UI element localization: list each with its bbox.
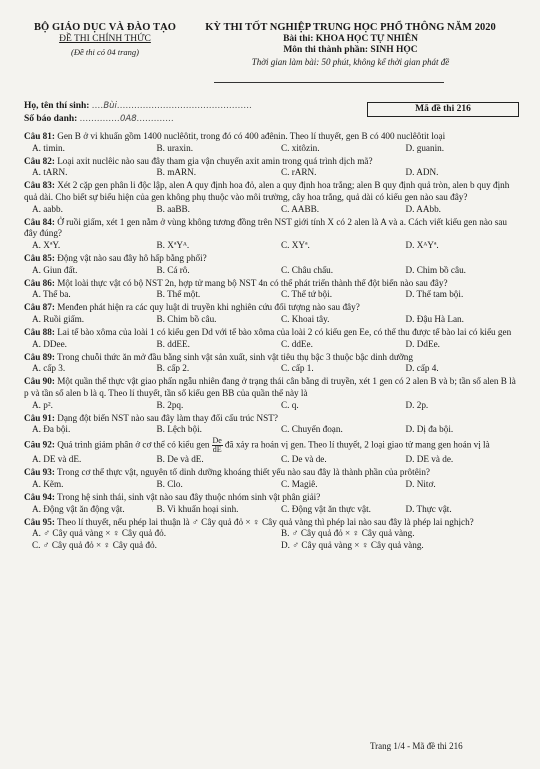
question-stem [24,376,522,399]
answer-option: A. Ruồi giấm. [32,313,85,324]
answer-option: D. 2p. [405,399,429,410]
answer-option: D. Đậu Hà Lan. [405,313,464,324]
question-number: Câu 95: [24,516,55,527]
question-stem [24,278,522,290]
question-stem [24,327,522,339]
question-number: Câu 85: [24,252,55,263]
candidate-id-line: Số báo danh: ..............0A8............. [24,114,174,124]
question-stem [24,437,522,454]
answer-options [24,363,522,375]
question-item [24,352,522,375]
question-text: Trong chuỗi thức ăn mở đầu bằng sinh vật sản xuất, sinh vật tiêu thụ bậc 3 thuộc bậc dinh dưỡng [57,351,413,362]
question-item [24,413,522,436]
fraction-denominator: dE [212,445,222,455]
answer-option: D. Nitơ. [405,479,436,490]
header-right [178,22,523,67]
question-number: Câu 93: [24,467,55,478]
answer-option: B. XªYᴬ. [156,239,190,250]
header-left [30,22,180,57]
answer-option: D. AAbb. [405,203,441,214]
answer-options [24,400,522,412]
answer-options [24,265,522,277]
question-item [24,131,522,154]
question-stem [24,180,522,203]
question-item [24,327,522,350]
question-number: Câu 91: [24,412,55,423]
answer-option: B. mARN. [156,167,197,178]
question-number: Câu 86: [24,277,55,288]
question-stem [24,517,522,529]
ministry-name: BỘ GIÁO DỤC VÀ ĐÀO TẠO [33,22,177,33]
question-text: Quá trình giảm phân ở cơ thể có kiểu gen [57,439,210,450]
fraction-numerator: De [212,436,222,446]
answer-option: C. q. [281,399,299,410]
question-text: Gen B ở vi khuẩn gồm 1400 nuclêôtit, trong đó có 400 ađênin. Theo lí thuyết, gen B có 400 nuclêôtit loại [57,131,446,141]
question-text: Menđen phát hiện ra các quy luật di truyền khi nghiên cứu đối tượng nào sau đây? [57,302,360,313]
answer-option: B. Lệch bội. [156,424,202,435]
question-item [24,217,522,252]
answer-option: D. ADN. [405,167,439,178]
answer-option: D. ♂ Cây quả vàng × ♀ Cây quả vàng. [281,540,424,550]
header-divider [214,82,444,83]
answer-options [24,479,522,491]
answer-option: C. Chuyển đoạn. [281,424,343,435]
question-item [24,180,522,215]
question-text: Xét 2 cặp gen phân li độc lập, alen A quy định hoa đỏ, alen a quy định hoa trắng; alen B quy định quả tròn, alen b quy định quả dài. Cho biết sự biểu hiện của gen không phụ thuộc vào môi trường, cây hoa trắng, quả dài có kiểu gen nào sau đây? [24,180,510,202]
answer-option: A. tARN. [32,167,68,178]
question-item [24,156,522,179]
question-number: Câu 90: [24,376,55,387]
answer-option: B. Thể một. [156,289,201,300]
answer-option: B. ♂ Cây quả đỏ × ♀ Cây quả vàng. [281,528,415,539]
question-stem [24,492,522,504]
question-number: Câu 83: [24,180,55,191]
question-stem [24,253,522,265]
question-number: Câu 89: [24,351,55,362]
answer-options [24,289,522,301]
question-item [24,437,522,466]
question-number: Câu 82: [24,155,55,166]
question-text: Theo lí thuyết, nếu phép lai thuận là ♂ Cây quả đỏ × ♀ Cây quả vàng thì phép lai nào sau đây là phép lai nghịch? [57,516,474,527]
candidate-name-line: Họ, tên thí sinh: ....Bùi............................................... [24,101,253,111]
question-number: Câu 87: [24,302,55,313]
answer-options [24,143,522,155]
answer-option: A. DDee. [32,338,67,349]
answer-option: D. Dị đa bội. [405,424,454,435]
question-text: đã xảy ra hoán vị gen. Theo lí thuyết, 2 loại giao tử mang gen hoán vị là [224,439,490,450]
answer-option: A. Giun đất. [32,264,78,275]
name-label: Họ, tên thí sinh: [24,101,90,111]
question-number: Câu 92: [24,439,55,450]
answer-option: C. Magiê. [281,479,318,490]
question-stem [24,352,522,364]
question-text: Loại axit nuclêic nào sau đây tham gia vận chuyển axit amin trong quá trình dịch mã? [57,155,373,166]
question-stem [24,156,522,168]
answer-option: C. Thể tứ bội. [281,289,333,300]
question-stem [24,131,522,143]
question-list [24,131,522,553]
answer-option: C. Châu chấu. [281,264,334,275]
answer-option: C. ♂ Cây quả đỏ × ♀ Cây quả đỏ. [32,540,157,550]
answer-options [24,504,522,516]
answer-option: C. ddEe. [281,338,313,349]
genotype-fraction [212,437,223,454]
question-text: Trong cơ thể thực vật, nguyên tố dinh dưỡng khoáng thiết yếu nào sau đây là thành phần của prôtêin? [57,467,431,478]
answer-option: C. cấp 1. [281,363,314,374]
answer-options [24,204,522,216]
answer-option: A. Động vật ăn động vật. [32,503,125,514]
answer-option: C. De và de. [281,454,327,465]
answer-option: A. DE và dE. [32,454,82,465]
page-footer: Trang 1/4 - Mã đề thi 216 [370,741,463,751]
subject-name: Môn thi thành phần: SINH HỌC [283,45,418,55]
question-item [24,253,522,276]
answer-option: A. ♂ Cây quả vàng × ♀ Cây quả đỏ. [32,528,167,539]
answer-option: D. XᴬYª. [405,239,439,250]
answer-options [24,528,522,551]
answer-option: C. Động vật ăn thực vật. [281,503,371,514]
question-item [24,278,522,301]
question-number: Câu 94: [24,492,55,503]
pages-note: (Đề thi có 04 trang) [71,47,139,57]
question-stem [24,467,522,479]
question-number: Câu 81: [24,131,55,141]
answer-option: D. guanin. [405,142,445,153]
question-stem [24,302,522,314]
question-text: Một quần thể thực vật giao phấn ngẫu nhiên đang ở trạng thái cân bằng di truyền, xét 1 gen có 2 alen B và b; tần số alen B là p và tần số alen b là q. Theo lí thuyết, tần số kiểu gen BB của quần thể này là [24,376,516,398]
exam-code-box: Mã đề thi 216 [367,102,519,117]
answer-option: A. Thể ba. [32,289,71,300]
question-stem [24,413,522,425]
answer-option: B. uraxin. [156,142,193,153]
question-number: Câu 84: [24,216,55,227]
answer-option: A. p². [32,399,53,410]
question-number: Câu 88: [24,327,55,337]
answer-option: A. Kẽm. [32,479,64,490]
question-text: Một loài thực vật có bộ NST 2n, hợp tử mang bộ NST 4n có thể phát triển thành thể đột biến nào sau đây? [57,277,448,288]
question-text: Ở ruồi giấm, xét 1 gen nằm ở vùng không tương đồng trên NST giới tính X có 2 alen là A và a. Cách viết kiểu gen nào sau đây đúng? [24,216,508,239]
answer-option: A. aabb. [32,203,63,214]
answer-option: D. DE và de. [405,454,454,465]
question-text: Động vật nào sau đây hô hấp bằng phổi? [57,252,207,263]
answer-option: C. Khoai tây. [281,313,330,324]
answer-option: A. Đa bội. [32,424,71,435]
answer-option: B. Vi khuẩn hoại sinh. [156,503,239,514]
answer-option: D. cấp 4. [405,363,439,374]
question-item [24,302,522,325]
question-text: Dạng đột biến NST nào sau đây làm thay đổi cấu trúc NST? [57,412,278,423]
answer-option: C. xitôzin. [281,142,320,153]
answer-options [24,454,522,466]
name-value: Bùi [103,101,117,111]
answer-option: B. De và dE. [156,454,204,465]
answer-option: C. XYª. [281,239,310,250]
id-label: Số báo danh: [24,114,78,124]
answer-option: C. rARN. [281,167,317,178]
id-value: 0A8 [119,114,137,124]
answer-option: D. Chim bồ câu. [405,264,466,275]
answer-options [24,339,522,351]
answer-option: D. DdEe. [405,338,440,349]
answer-option: B. ddEE. [156,338,190,349]
answer-option: B. cấp 2. [156,363,190,374]
answer-options [24,240,522,252]
question-text: Lai tế bào xôma của loài 1 có kiểu gen Dd với tế bào xôma của loài 2 có kiểu gen Ee, có thể thu được tế bào lai có kiểu gen [57,327,512,337]
question-item [24,492,522,515]
question-item [24,467,522,490]
exam-title: KỲ THI TỐT NGHIỆP TRUNG HỌC PHỔ THÔNG NĂM 2020 [205,22,496,33]
time-note: Thời gian làm bài: 50 phút, không kể thời gian phát đề [251,57,450,67]
subject-group: Bài thi: KHOA HỌC TỰ NHIÊN [283,34,418,44]
question-text: Trong hệ sinh thái, sinh vật nào sau đây thuộc nhóm sinh vật phân giải? [57,492,321,503]
answer-option: C. AABB. [281,203,320,214]
answer-options [24,424,522,436]
question-item [24,376,522,411]
answer-option: B. Chim bồ câu. [156,313,217,324]
answer-option: A. timin. [32,142,65,153]
answer-options [24,314,522,326]
answer-option: B. Cá rô. [156,264,190,275]
question-stem [24,217,522,240]
question-item [24,517,522,552]
answer-option: D. Thể tam bội. [405,289,464,300]
answer-option: B. aaBB. [156,203,190,214]
official-label: ĐỀ THI CHÍNH THỨC [59,34,151,44]
answer-options [24,167,522,179]
answer-option: A. cấp 3. [32,363,66,374]
answer-option: A. XªY. [32,239,61,250]
answer-option: B. Clo. [156,479,183,490]
answer-option: B. 2pq. [156,399,184,410]
answer-option: D. Thực vật. [405,503,452,514]
